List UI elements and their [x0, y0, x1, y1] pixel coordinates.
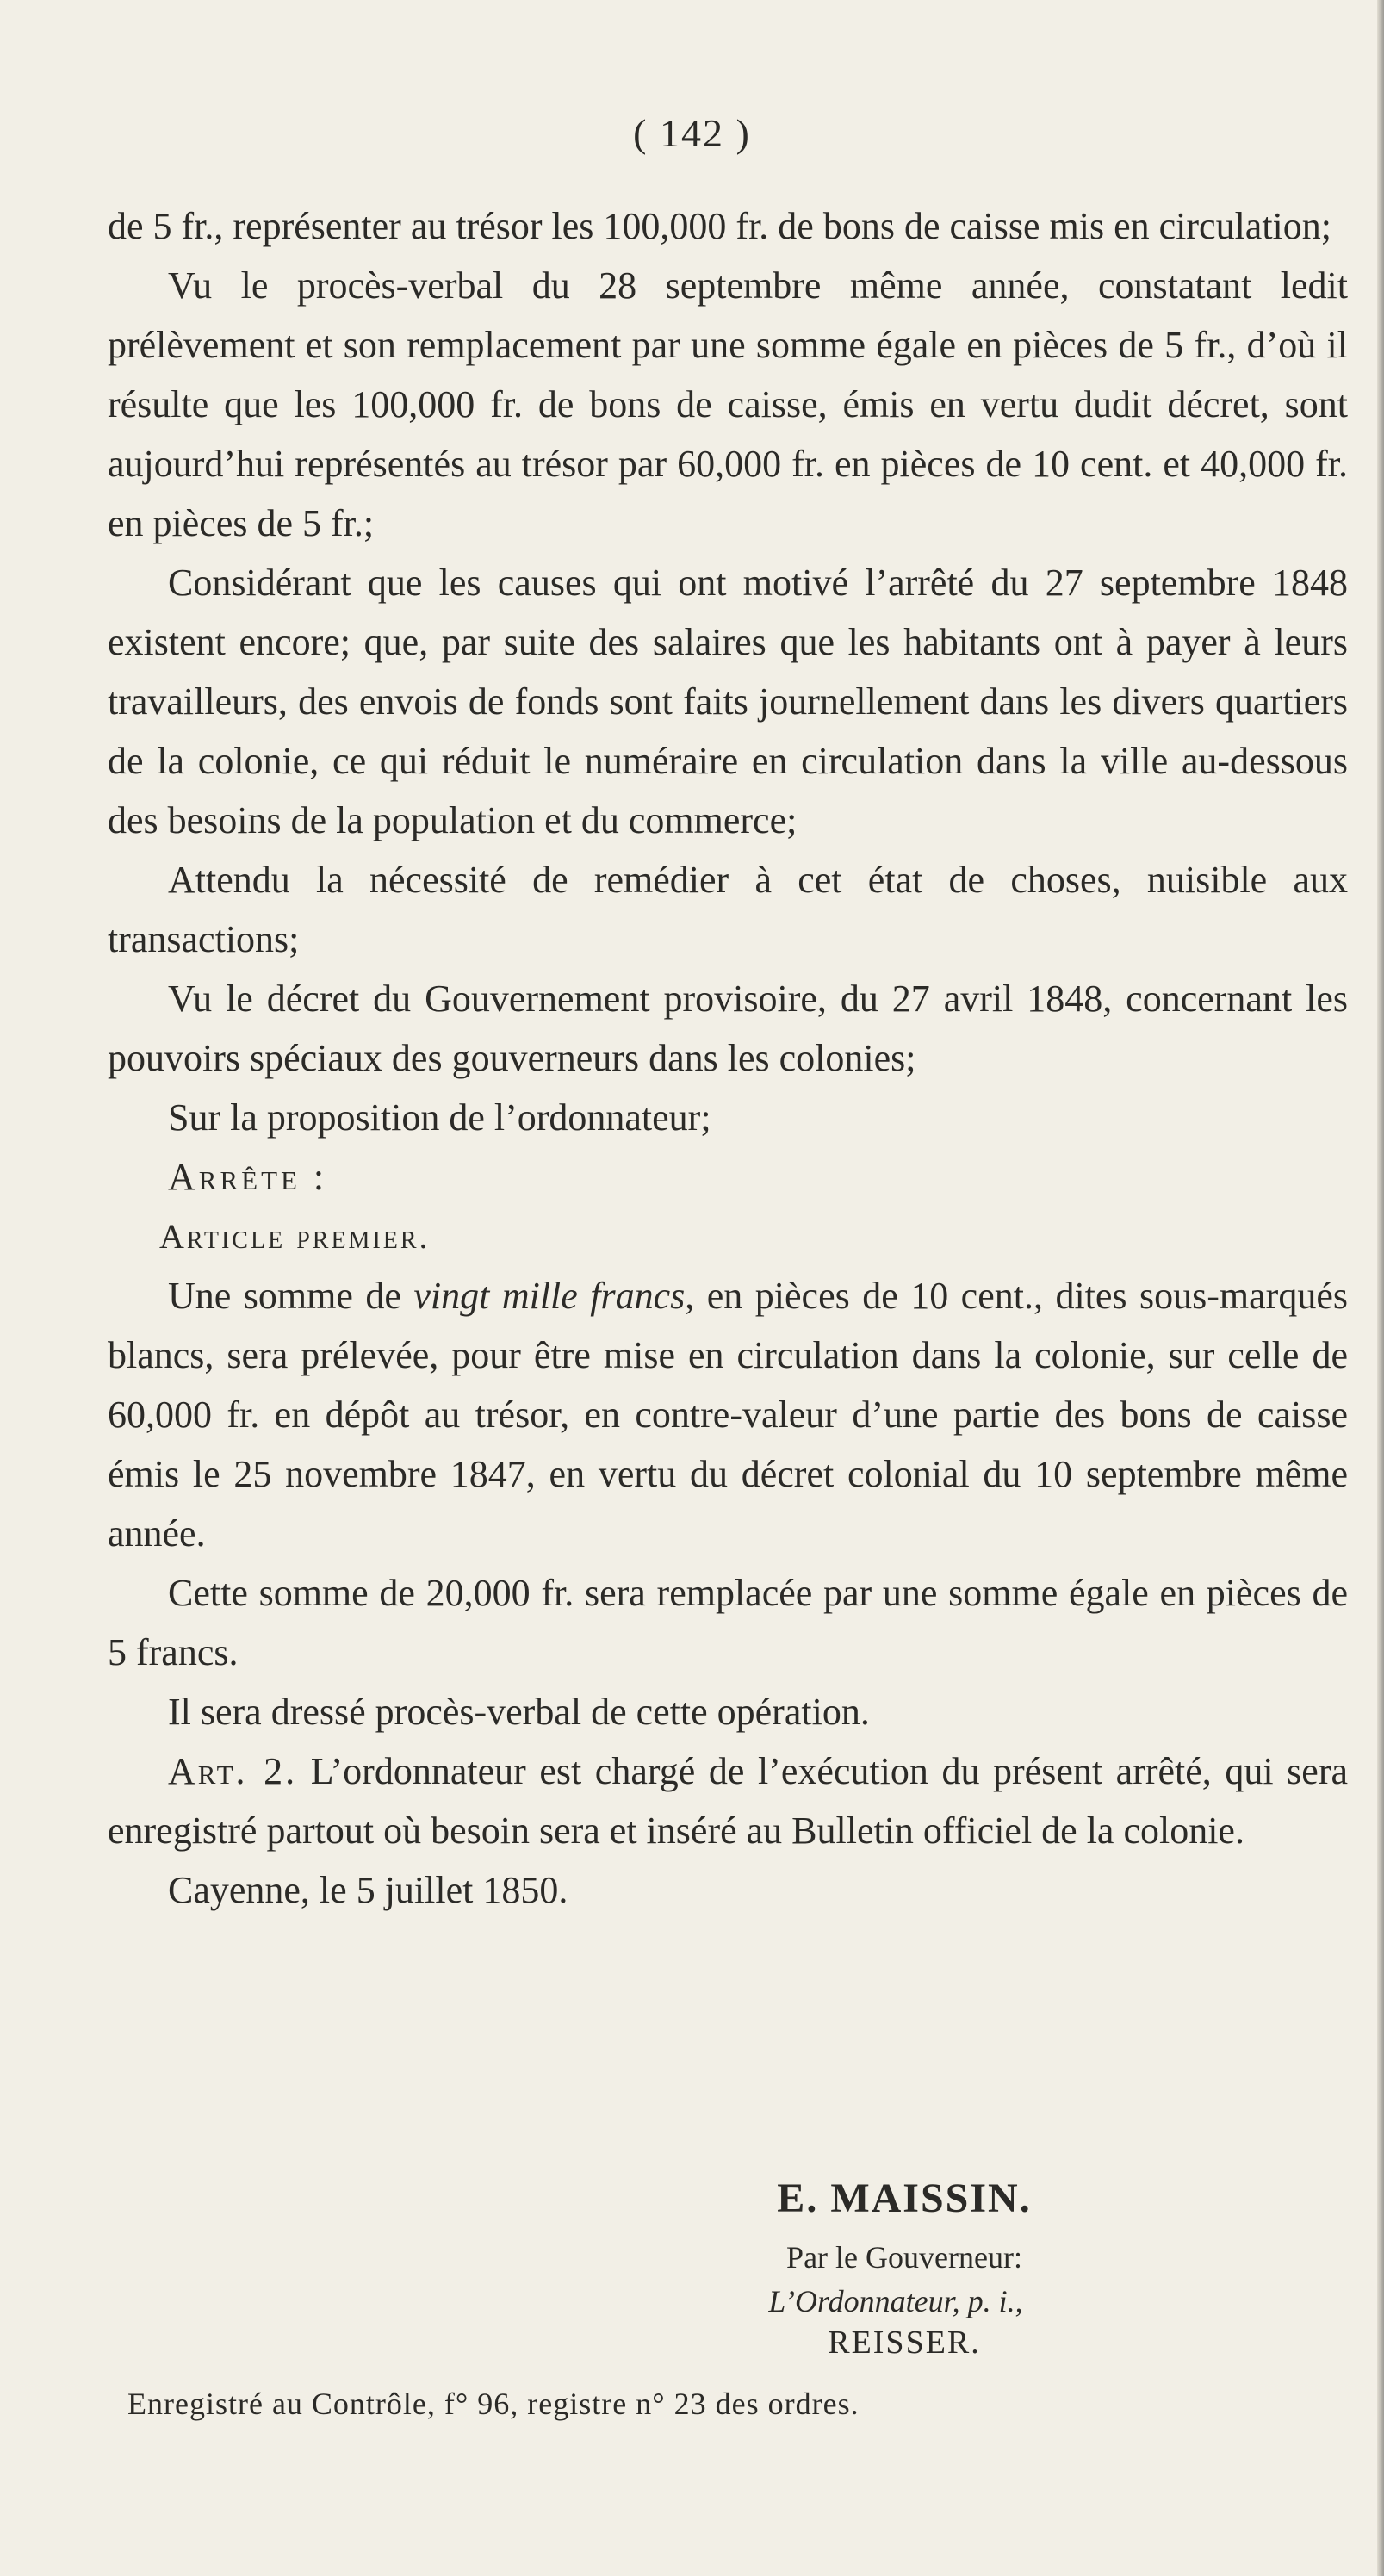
arrete-label: Arrête : — [168, 1156, 328, 1198]
body-text — [108, 196, 1348, 1920]
article-heading: Article premier. — [159, 1217, 431, 1256]
art2-text: L’ordonnateur est chargé de l’exécution du présent arrêté, qui sera enregistré partout où besoin sera et inséré au Bulletin officiel de la colonie. — [108, 1750, 1348, 1852]
signature-reisser: REISSER. — [828, 2325, 981, 2361]
article-paragraph-2: Cette somme de 20,000 fr. sera remplacée par une somme égale en pièces de 5 francs. — [108, 1572, 1348, 1673]
paragraph-attendu: Attendu la nécessité de remédier à cet état de choses, nuisible aux transactions; — [108, 859, 1348, 960]
art2-label: Art. 2. — [168, 1750, 298, 1792]
page-edge — [1377, 0, 1384, 2576]
signature-name: E. MAISSIN. — [777, 2176, 1032, 2221]
article-p1-amount: vingt mille francs — [413, 1275, 686, 1317]
paragraph-proces-verbal: Vu le procès-verbal du 28 septembre même année, constatant ledit prélèvement et son remplacement par une somme égale en pièces de 5 fr., d’où il résulte que les 100,000 fr. de bons de caisse, émis en vertu dudit décret, sont aujourd’hui représentés au trésor par 60,000 fr. en pièces de 10 cent. et 40,000 fr. en pièces de 5 fr.; — [108, 264, 1348, 544]
paragraph-continuation: de 5 fr., représenter au trésor les 100,000 fr. de bons de caisse mis en circulation; — [108, 205, 1331, 247]
paragraph-proposition: Sur la proposition de l’ordonnateur; — [168, 1096, 711, 1139]
page-number: ( 142 ) — [633, 111, 751, 155]
date-line: Cayenne, le 5 juillet 1850. — [168, 1869, 568, 1911]
paragraph-considerant: Considérant que les causes qui ont motivé l’arrêté du 27 septembre 1848 existent encore; que, par suite des salaires que les habitants ont à payer à leurs travailleurs, des envois de fonds sont faits journellement dans les divers quartiers de la colonie, ce qui réduit le numéraire en circulation dans la ville au-dessous des besoins de la population et du commerce; — [108, 562, 1348, 841]
signature-ordonnateur: L’Ordonnateur, p. i., — [768, 2284, 1023, 2318]
article-p1-start: Une somme de — [168, 1275, 414, 1317]
article-p1-end: , en pièces de 10 cent., dites sous-marqués blancs, sera prélevée, pour être mise en circulation dans la colonie, sur celle de 60,000 fr. en dépôt au trésor, en contre-valeur d’une partie des bons de caisse émis le 25 novembre 1847, en vertu du décret colonial du 10 septembre même année. — [108, 1275, 1348, 1555]
article-2 — [108, 1741, 1348, 1860]
paragraph-vu-decret: Vu le décret du Gouvernement provisoire, du 27 avril 1848, concernant les pouvoirs spéciaux des gouverneurs dans les colonies; — [108, 978, 1348, 1079]
registration-footer: Enregistré au Contrôle, f° 96, registre n° 23 des ordres. — [127, 2387, 860, 2421]
signature-par-le-gouverneur: Par le Gouverneur: — [786, 2240, 1022, 2275]
article-paragraph-1 — [108, 1266, 1348, 1563]
article-paragraph-3: Il sera dressé procès-verbal de cette opération. — [168, 1691, 870, 1733]
